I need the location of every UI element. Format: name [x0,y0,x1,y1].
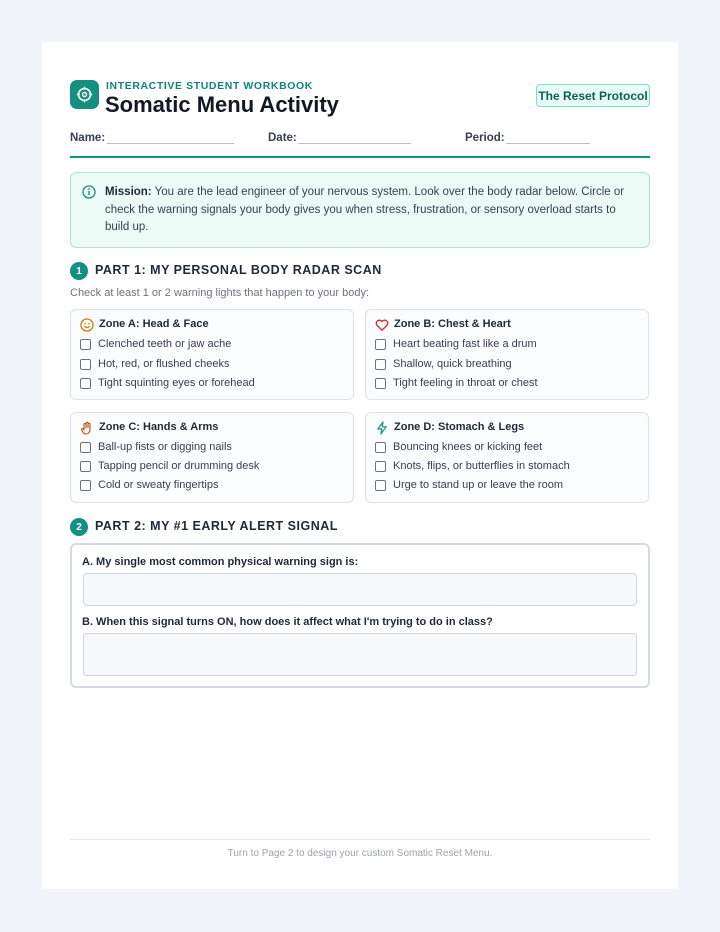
part1-instructions: Check at least 1 or 2 warning lights that happen to your body: [70,287,370,299]
alert-signal-box [70,543,650,688]
checkbox[interactable] [375,442,386,453]
checkbox[interactable] [375,378,386,389]
workbook-eyebrow: INTERACTIVE STUDENT WORKBOOK [106,80,313,92]
zone-c-title: Zone C: Hands & Arms [99,421,219,433]
zone-a-item-label: Hot, red, or flushed cheeks [98,358,230,370]
page-title: Somatic Menu Activity [105,92,339,117]
heart-icon [375,318,389,332]
zone-b-card [365,309,649,400]
footer-divider [70,839,650,840]
target-icon [70,80,99,109]
zone-a-item-label: Tight squinting eyes or forehead [98,377,255,389]
zone-c-card [70,412,354,503]
zone-c-item-label: Ball-up fists or digging nails [98,441,232,453]
zone-d-card [365,412,649,503]
zone-a-card [70,309,354,400]
smiley-icon [80,318,94,332]
protocol-badge: The Reset Protocol [536,84,650,107]
part2-title: PART 2: MY #1 EARLY ALERT SIGNAL [95,519,338,533]
info-icon [82,185,96,204]
name-field[interactable] [107,143,234,144]
zone-c-item-label: Cold or sweaty fingertips [98,479,219,491]
checkbox[interactable] [375,339,386,350]
worksheet-page [42,42,678,889]
question-a: A. My single most common physical warning sign is: [82,556,359,568]
zone-b-item-label: Heart beating fast like a drum [393,338,537,350]
answer-b-field[interactable] [83,633,637,676]
part2-number: 2 [70,518,88,536]
zone-a-item-label: Clenched teeth or jaw ache [98,338,232,350]
part2-heading [70,517,650,537]
mission-body: You are the lead engineer of your nervous system. Look over the body radar below. Circle or check the warning signals your body gives you when stress, frustration, or sensory overload starts to build up. [105,186,625,233]
footer-note: Turn to Page 2 to design your custom Somatic Reset Menu. [227,848,493,859]
zone-d-item-label: Knots, flips, or butterflies in stomach [393,460,570,472]
part1-number: 1 [70,262,88,280]
checkbox[interactable] [375,461,386,472]
checkbox[interactable] [80,378,91,389]
header-divider [70,156,650,158]
zone-c-item-label: Tapping pencil or drumming desk [98,460,260,472]
checkbox[interactable] [80,339,91,350]
zone-d-title: Zone D: Stomach & Legs [394,421,525,433]
checkbox[interactable] [80,442,91,453]
question-b: B. When this signal turns ON, how does it affect what I'm trying to do in class? [82,616,493,628]
name-label: Name: [70,132,106,144]
checkbox[interactable] [80,359,91,370]
zone-d-item-label: Urge to stand up or leave the room [393,479,563,491]
checkbox[interactable] [375,359,386,370]
period-field[interactable] [506,143,590,144]
mission-text [105,184,635,237]
part1-title: PART 1: MY PERSONAL BODY RADAR SCAN [95,263,382,277]
lightning-icon [375,421,389,435]
period-label: Period: [465,132,505,144]
mission-lead: Mission: [105,186,152,198]
checkbox[interactable] [80,461,91,472]
answer-a-field[interactable] [83,573,637,606]
part1-heading [70,261,650,281]
zone-b-item-label: Shallow, quick breathing [393,358,512,370]
zone-a-title: Zone A: Head & Face [99,318,209,330]
date-label: Date: [268,132,297,144]
zone-b-item-label: Tight feeling in throat or chest [393,377,538,389]
mission-callout [70,172,650,248]
worksheet-header [70,80,650,120]
zone-b-title: Zone B: Chest & Heart [394,318,511,330]
checkbox[interactable] [375,480,386,491]
student-info-fields [70,132,650,152]
date-field[interactable] [298,143,411,144]
hand-icon [80,421,94,435]
checkbox[interactable] [80,480,91,491]
zone-d-item-label: Bouncing knees or kicking feet [393,441,543,453]
